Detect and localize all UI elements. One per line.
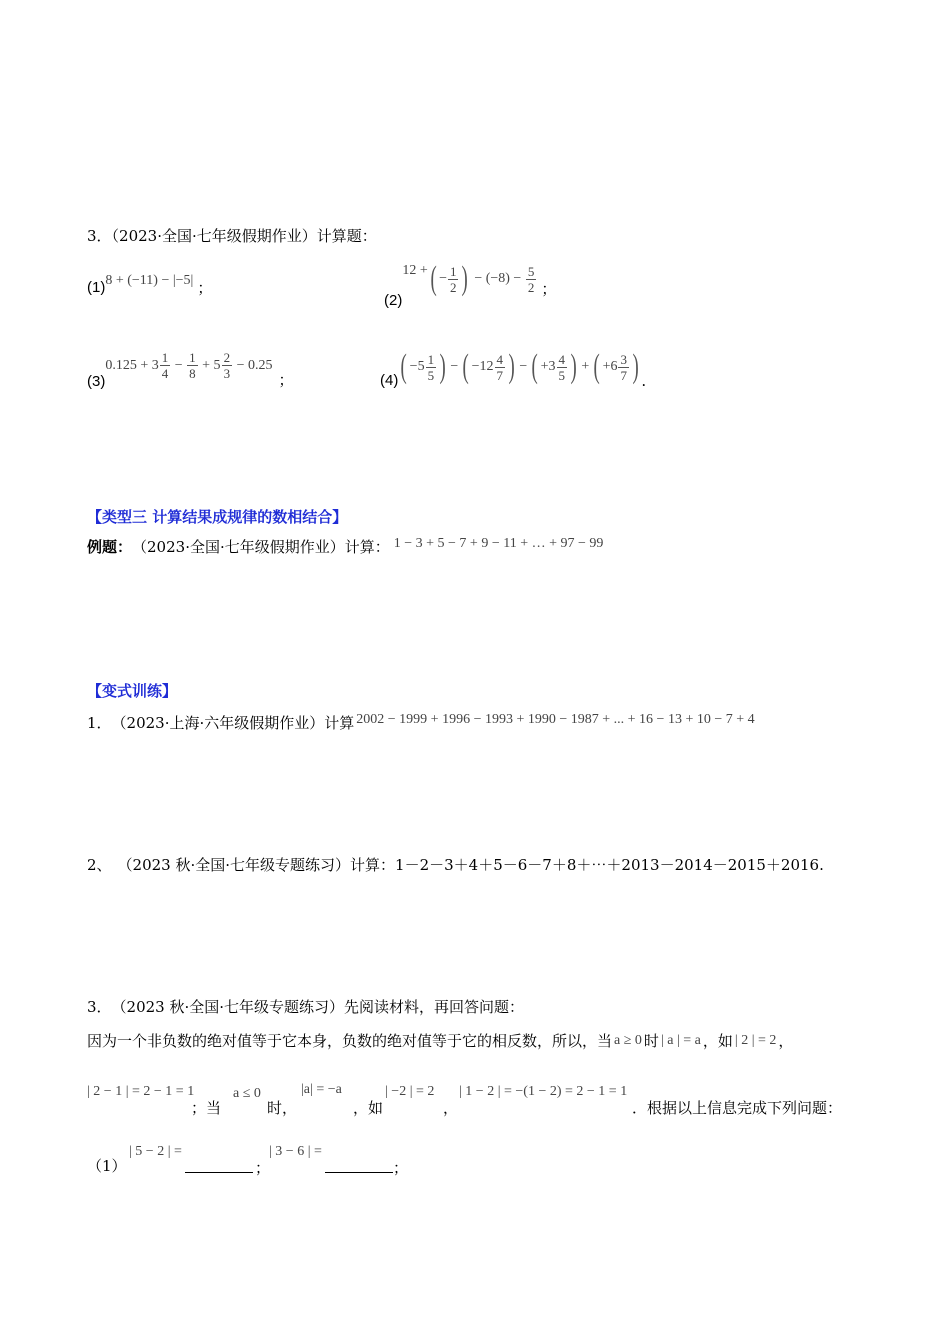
fraction: $\frac{1}{8}$: [189, 350, 196, 381]
part-label: (1): [87, 279, 106, 296]
abs-result: | a | = a: [660, 1033, 701, 1048]
type3-example: [87, 537, 603, 557]
q3-part-2: [384, 260, 557, 309]
part-label: (3): [87, 372, 106, 390]
reading-line-2: [87, 1080, 877, 1120]
sub-separator: ；: [255, 1159, 271, 1177]
part-end: .: [641, 372, 647, 390]
reading-text: 因为一个非负数的绝对值等于它本身，负数的绝对值等于它的相反数，所以，当: [87, 1032, 613, 1050]
q3-source: （2023·全国·七年级假期作业）: [111, 227, 317, 245]
sign: −: [439, 271, 447, 286]
answer-blank-1[interactable]: [185, 1158, 253, 1173]
item-source: （2023 秋·全国·七年级专题练习）: [111, 998, 345, 1016]
item-number: 2、: [87, 856, 112, 874]
reading-text: ，: [778, 1032, 794, 1050]
sub-expression-1: | 5 − 2 | =: [129, 1144, 182, 1159]
item-prompt: 先阅读材料，再回答问题：: [344, 998, 525, 1016]
part-expression: 0.125 + 3: [105, 357, 159, 373]
reading-text: ，如: [702, 1032, 733, 1050]
item-source: （2023·上海·六年级假期作业）: [111, 714, 325, 732]
practice-item-1: [87, 713, 755, 733]
part-expression: 8 + (−11) − |−5|: [105, 273, 194, 288]
part-expression: −: [171, 357, 187, 373]
fraction: $\frac{3}{7}$: [620, 351, 627, 383]
practice-item-2: [87, 855, 824, 875]
reading-text: ；当: [191, 1099, 222, 1117]
part-expression: + 5: [198, 357, 221, 373]
condition-nonpositive: a ≤ 0: [233, 1086, 261, 1101]
sub-question-1: [87, 1140, 487, 1180]
type3-heading: 【类型三 计算结果成规律的数相结合】: [87, 508, 348, 526]
fraction: $\frac{4}{5}$: [558, 351, 566, 383]
example-label: 例题：: [87, 538, 133, 556]
q3-part-4: (4) ( −5 $\frac{1}{5}$ ) − ( −12 $\frac{4}{7}$ ) − ( +3 $\frac{4}{5}$ ) + ( +6 $\frac{3}{7}$ ) .: [380, 348, 647, 390]
right-paren: ): [462, 260, 469, 297]
item-number: 1．: [87, 714, 112, 732]
condition-nonnegative: a ≥ 0: [614, 1033, 642, 1048]
example-abs: | 1 − 2 | = −(1 − 2) = 2 − 1 = 1: [459, 1084, 628, 1099]
example-expression: 1 − 3 + 5 − 7 + 9 − 11 + … + 97 − 99: [393, 536, 604, 551]
reading-text: 时，: [267, 1099, 298, 1117]
abs-result: |a| = −a: [301, 1082, 342, 1097]
part-end: ；: [541, 280, 557, 298]
item-expression: 1－2－3＋4＋5－6－7＋8＋⋯＋2013－2014－2015＋2016.: [395, 856, 824, 874]
part-expression: − (−8) −: [470, 271, 525, 286]
item-expression: 2002 − 1999 + 1996 − 1993 + 1990 − 1987 + ... + 16 − 13 + 10 − 7 + 4: [356, 712, 755, 727]
example-source: （2023·全国·七年级假期作业）计算：: [132, 538, 390, 556]
example-abs: | 2 | = 2: [734, 1033, 777, 1048]
sub-expression-2: | 3 − 6 | =: [269, 1144, 322, 1159]
q3-number: 3．: [87, 227, 112, 245]
reading-text: ，如: [353, 1099, 384, 1117]
part-label: (4): [380, 372, 399, 389]
fraction: $\frac{2}{3}$: [223, 350, 231, 381]
fraction: $\frac{1}{5}$: [427, 351, 435, 383]
item-prompt: 计算: [324, 714, 355, 732]
item-prompt: 计算：: [350, 856, 396, 874]
practice-heading: 【变式训练】: [87, 682, 178, 700]
part-label: (2): [384, 292, 403, 309]
part-expression: − 0.25: [233, 357, 273, 373]
sub-label: （1）: [87, 1157, 127, 1175]
q3-part-1: [87, 273, 213, 298]
fraction: $\frac{5}{2}$: [527, 263, 535, 295]
example-abs: | −2 | = 2: [385, 1084, 435, 1099]
part-expression: 12 +: [402, 263, 428, 278]
item-source: （2023 秋·全国·七年级专题练习）: [117, 856, 351, 874]
reading-text: ．根据以上信息完成下列问题：: [632, 1099, 843, 1117]
left-paren: (: [430, 260, 437, 297]
fraction: $\frac{1}{2}$: [449, 263, 457, 295]
fraction: $\frac{1}{4}$: [161, 350, 169, 381]
q3-header: [87, 226, 377, 246]
q3-prompt: 计算题：: [316, 227, 377, 245]
part-end: ；: [278, 370, 294, 389]
reading-text: 时: [643, 1032, 659, 1050]
reading-line-1: [87, 1031, 793, 1051]
part-end: ；: [197, 279, 213, 297]
example-abs: | 2 − 1 | = 2 − 1 = 1: [87, 1084, 195, 1099]
practice-item-3: [87, 997, 524, 1017]
answer-blank-2[interactable]: [325, 1158, 393, 1173]
item-number: 3．: [87, 998, 112, 1016]
reading-text: ，: [443, 1099, 459, 1117]
sub-end: ；: [393, 1159, 409, 1177]
q3-part-3: [87, 350, 294, 390]
fraction: $\frac{4}{7}$: [496, 351, 504, 383]
